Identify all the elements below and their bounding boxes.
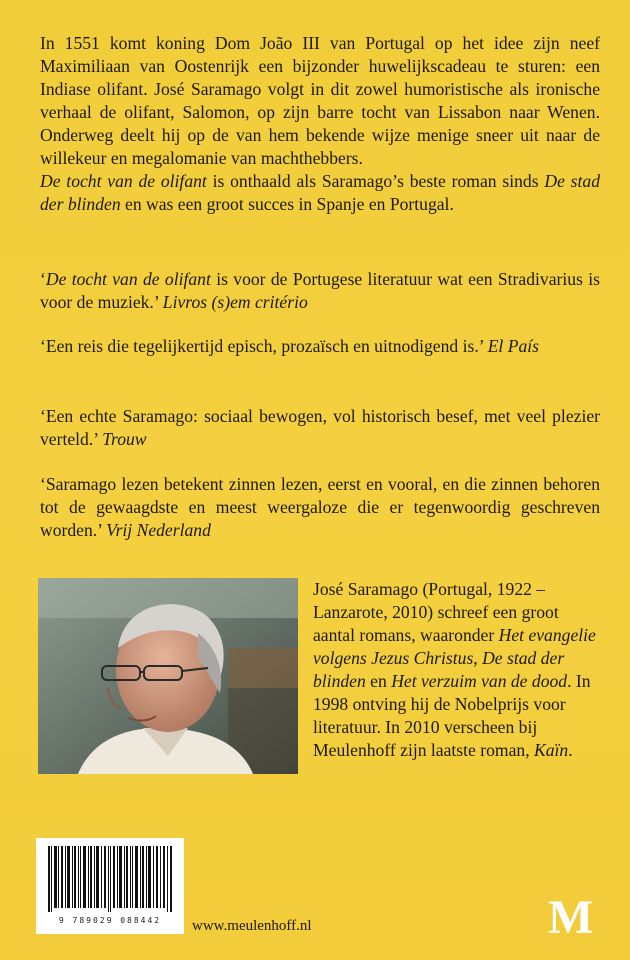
quote-source: El País	[487, 336, 539, 356]
quote-open-mark: ‘	[40, 269, 46, 289]
quote-source: Trouw	[102, 429, 147, 449]
reception-text: is onthaald als Saramago’s beste roman sinds	[206, 171, 545, 191]
author-portrait-illustration	[38, 578, 298, 774]
quote-source: Vrij Nederland	[106, 520, 211, 540]
reference-title: De stad der blinden	[40, 171, 600, 214]
quote-text	[40, 473, 600, 542]
bio-part: en	[365, 671, 392, 691]
bio-part: . In 1998 ontving hij de Nobelprijs voor literatuur. In 2010 verscheen bij Meulenhoff zijn laatste roman,	[313, 671, 591, 760]
barcode	[36, 838, 184, 934]
quote-body: ‘Saramago lezen betekent zinnen lezen, eerst en vooral, en die zinnen behoren tot de gewaagdste en meest weergaloze die er tegenwoordig geschreven worden.’	[40, 474, 600, 540]
bio-book-title: De stad der blinden	[313, 648, 565, 691]
bio-part: ,	[473, 648, 483, 668]
bio-part: José Saramago (Portugal, 1922 – Lanzarote, 2010) schreef een groot aantal romans, waaronder	[313, 579, 559, 645]
author-biography	[313, 578, 599, 762]
author-photo	[38, 578, 298, 774]
publisher-logo: M	[548, 891, 594, 944]
bio-book-title: Het verzuim van de dood	[391, 671, 568, 691]
quote-body: ‘Een echte Saramago: sociaal bewogen, vol historisch besef, met veel plezier verteld.’	[40, 406, 600, 449]
bio-book-title: Kaïn	[534, 740, 569, 760]
quote-body: is voor de Portugese literatuur wat een Stradivarius is voor de muziek.’	[40, 269, 600, 312]
review-quote	[40, 473, 600, 542]
quote-text	[40, 268, 600, 314]
book-title: De tocht van de olifant	[40, 171, 207, 191]
quote-book-title: De tocht van de olifant	[45, 269, 211, 289]
bio-book-title: Het evangelie volgens Jezus Christus	[313, 625, 596, 668]
synopsis-reception	[40, 170, 600, 216]
reception-text-end: en was een groot succes in Spanje en Portugal.	[120, 194, 454, 214]
barcode-bars	[46, 846, 174, 912]
isbn-number: 9 789029 088442	[58, 916, 162, 925]
synopsis	[40, 32, 600, 216]
review-quote	[40, 268, 600, 314]
review-quote	[40, 405, 600, 451]
quote-text	[40, 405, 600, 451]
quote-source: Livros (s)em critério	[162, 292, 308, 312]
publisher-website-link[interactable]: www.meulenhoff.nl	[192, 918, 312, 934]
bio-text	[313, 578, 599, 762]
synopsis-paragraph: In 1551 komt koning Dom João III van Portugal op het idee zijn neef Maximiliaan van Oostenrijk een bijzonder huwelijkscadeau te sturen: een Indiase olifant. José Saramago volgt in dit zowel humoristische als ironische verhaal de olifant, Salomon, op zijn barre tocht van Lissabon naar Wenen. Onderweg deelt hij op de van hem bekende wijze menige sneer uit naar de willekeur en megalomanie van machthebbers.	[40, 33, 600, 168]
quote-body: ‘Een reis die tegelijkertijd episch, prozaïsch en uitnodigend is.’	[40, 336, 488, 356]
review-quote	[40, 335, 600, 358]
quote-text	[40, 335, 600, 358]
bio-part: .	[568, 740, 573, 760]
